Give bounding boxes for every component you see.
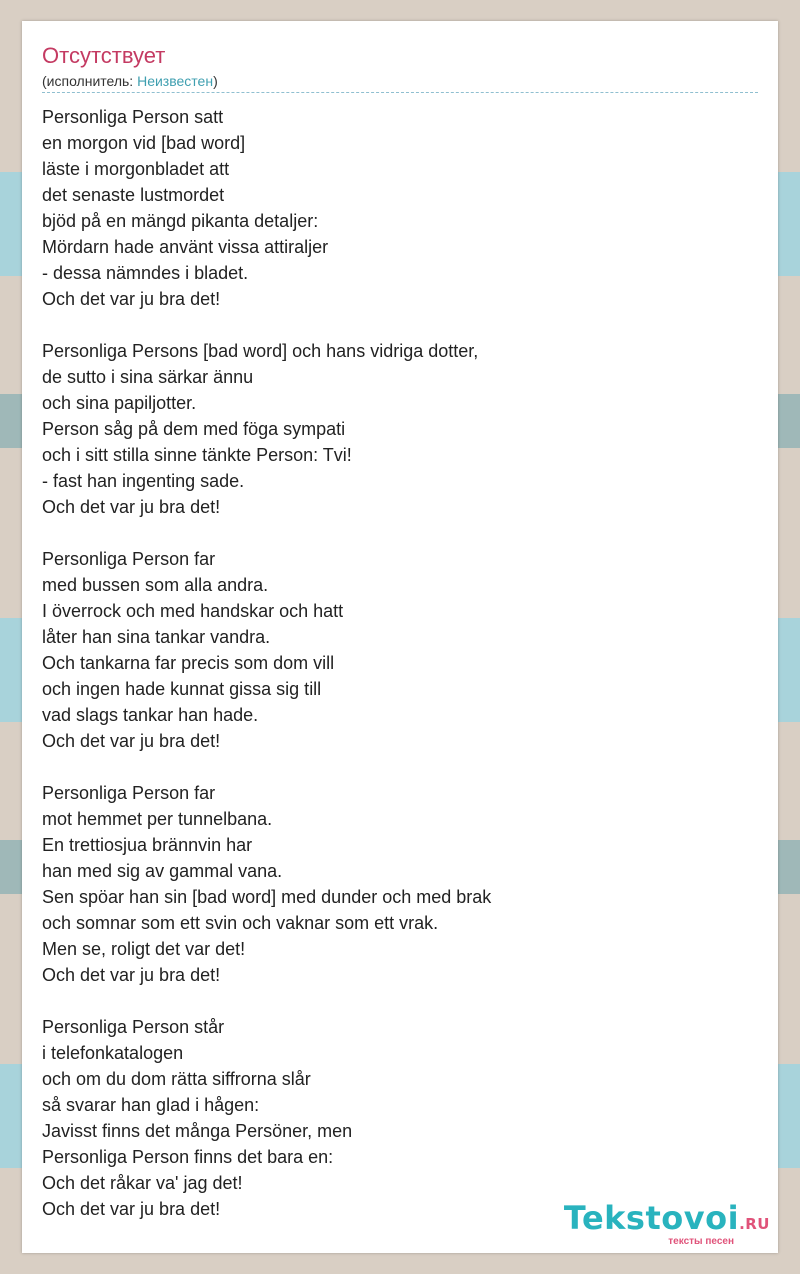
lyric-line: - dessa nämndes i bladet. [42, 263, 249, 283]
site-logo[interactable] [563, 1199, 770, 1247]
lyric-line: Och det var ju bra det! [42, 289, 221, 309]
lyric-line: Javisst finns det många Persöner, men [42, 1121, 353, 1141]
lyric-line: han med sig av gammal vana. [42, 861, 283, 881]
lyric-line: Och det råkar va' jag det! [42, 1173, 243, 1193]
logo-tagline: тексты песен [668, 1236, 734, 1247]
lyric-line: mot hemmet per tunnelbana. [42, 809, 273, 829]
lyric-line: läste i morgonbladet att [42, 159, 230, 179]
lyric-line: Personliga Persons [bad word] och hans vidriga dotter, [42, 341, 479, 361]
stanza-break [42, 754, 758, 780]
lyric-line: Person såg på dem med föga sympati [42, 419, 346, 439]
lyric-line: och om du dom rätta siffrorna slår [42, 1069, 311, 1089]
lyric-line: och ingen hade kunnat gissa sig till [42, 679, 322, 699]
lyric-line: - fast han ingenting sade. [42, 471, 245, 491]
lyric-line: Och det var ju bra det! [42, 965, 221, 985]
lyric-line: det senaste lustmordet [42, 185, 225, 205]
artist-suffix: ) [213, 73, 218, 89]
lyric-line: en morgon vid [bad word] [42, 133, 246, 153]
artist-prefix: (исполнитель: [42, 73, 138, 89]
lyric-line: Och tankarna far precis som dom vill [42, 653, 335, 673]
song-title: Отсутствует [42, 43, 166, 68]
lyric-line: Men se, roligt det var det! [42, 939, 246, 959]
artist-line [42, 73, 218, 89]
lyric-line: bjöd på en mängd pikanta detaljer: [42, 211, 319, 231]
lyric-line: Personliga Person finns det bara en: [42, 1147, 334, 1167]
lyric-line: vad slags tankar han hade. [42, 705, 259, 725]
lyric-line: låter han sina tankar vandra. [42, 627, 271, 647]
lyrics-text [42, 104, 758, 1222]
lyric-line: med bussen som alla andra. [42, 575, 269, 595]
lyric-line: och sina papiljotter. [42, 393, 197, 413]
logo-name: Tekstovoi [563, 1199, 740, 1237]
lyric-line: Mördarn hade använt vissa attiraljer [42, 237, 329, 257]
lyrics-card [22, 21, 778, 1253]
lyric-line: Sen spöar han sin [bad word] med dunder och med brak [42, 887, 492, 907]
lyric-line: Och det var ju bra det! [42, 731, 221, 751]
lyric-line: Personliga Person far [42, 783, 216, 803]
lyric-line: Och det var ju bra det! [42, 497, 221, 517]
lyric-line: och i sitt stilla sinne tänkte Person: Tvi! [42, 445, 352, 465]
lyric-line: En trettiosjua brännvin har [42, 835, 253, 855]
lyric-line: Personliga Person far [42, 549, 216, 569]
title-divider [42, 92, 758, 93]
logo-tld: .RU [739, 1215, 770, 1233]
lyric-line: i telefonkatalogen [42, 1043, 184, 1063]
lyric-line: de sutto i sina särkar ännu [42, 367, 254, 387]
logo-wordmark [563, 1199, 770, 1240]
stanza-break [42, 988, 758, 1014]
lyric-line: I överrock och med handskar och hatt [42, 601, 344, 621]
stanza-break [42, 520, 758, 546]
artist-link[interactable]: Неизвестен [137, 73, 214, 89]
lyric-line: så svarar han glad i hågen: [42, 1095, 260, 1115]
lyric-line: och somnar som ett svin och vaknar som ett vrak. [42, 913, 439, 933]
lyric-line: Personliga Person står [42, 1017, 225, 1037]
stanza-break [42, 312, 758, 338]
lyric-line: Personliga Person satt [42, 107, 224, 127]
lyric-line: Och det var ju bra det! [42, 1199, 221, 1219]
